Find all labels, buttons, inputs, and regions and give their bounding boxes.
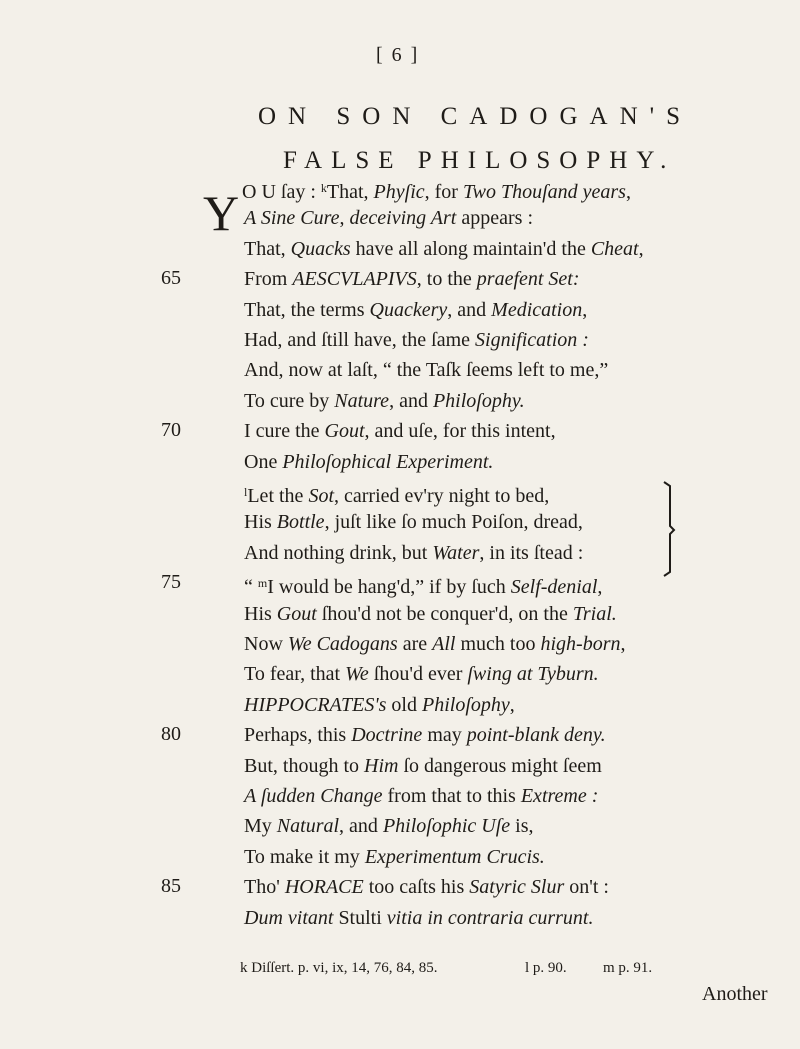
italic-text: Self-denial: [510, 576, 598, 599]
line-text: appears :: [456, 207, 534, 230]
italic-text: Philoſophic Uſe: [382, 815, 511, 838]
line-text: To cure by: [244, 389, 335, 412]
catchword: Another: [702, 983, 768, 1005]
line-text: ſo dangerous might ſeem: [398, 754, 602, 777]
italic-text: ſwing at Tyburn.: [467, 663, 599, 686]
triplet-brace: [662, 480, 678, 578]
line-text: is,: [510, 815, 534, 838]
poem-line: [244, 267, 580, 291]
poem-line: [244, 814, 533, 838]
poem-line: [244, 571, 602, 599]
line-text: Perhaps, this: [244, 724, 352, 747]
title-line-2: FALSE PHILOSOPHY.: [283, 147, 676, 174]
line-text: from that to this: [382, 785, 521, 807]
italic-text: Natural: [276, 815, 340, 838]
line-text: O U ſay :: [242, 181, 321, 203]
italic-text: Trial.: [572, 602, 617, 625]
italic-text: Quackery: [369, 298, 448, 321]
drop-cap: Y: [203, 185, 240, 241]
line-text: And, now at laſt, “ the Taſk ſeems left to me,”: [244, 359, 609, 382]
italic-text: Medication: [491, 298, 583, 321]
poem-line: [244, 358, 608, 382]
line-text: are: [397, 633, 433, 655]
poem-line: [244, 328, 589, 352]
italic-text: All: [432, 633, 456, 655]
line-text: That,: [326, 181, 374, 203]
line-text: And nothing drink, but: [244, 541, 433, 564]
italic-text: Experimentum Crucis.: [364, 845, 545, 868]
line-text: I cure the: [244, 420, 325, 443]
line-text: , and: [389, 389, 433, 412]
italic-text: Gout: [276, 602, 317, 625]
poem-line: [244, 632, 625, 656]
poem-line: [244, 875, 609, 899]
italic-text: deceiving Art: [349, 207, 457, 230]
italic-text: high-born: [540, 633, 621, 655]
italic-text: Bottle: [276, 511, 325, 534]
footnote-marker: m: [257, 576, 268, 591]
line-text: To fear, that: [244, 663, 346, 686]
line-number: 70: [161, 419, 181, 442]
italic-text: Quacks: [290, 237, 351, 260]
italic-text: Phyſic: [373, 181, 425, 203]
poem-line: [244, 906, 593, 930]
line-number: 85: [161, 875, 181, 898]
line-text: To make it my: [244, 845, 365, 868]
italic-text: Doctrine: [351, 724, 423, 747]
line-text: That, the terms: [244, 298, 370, 321]
line-text: ,: [509, 693, 515, 716]
italic-text: Sot: [308, 485, 334, 507]
italic-text: A Sine Cure: [244, 207, 340, 230]
line-text: My: [244, 815, 277, 838]
line-text: ,: [597, 576, 603, 599]
line-text: ,: [638, 237, 644, 260]
line-text: Tho': [244, 876, 285, 899]
line-text: much too: [455, 633, 541, 655]
italic-text: Two Thouſand years: [462, 181, 626, 203]
line-text: old: [386, 693, 422, 716]
footnote-marker: l: [244, 485, 248, 499]
line-text: I would be hang'd,” if by ſuch: [267, 576, 511, 599]
line-text: , and: [339, 815, 383, 838]
italic-text: Signification :: [475, 329, 589, 351]
line-text: on't :: [564, 876, 609, 899]
line-text: too caſts his: [363, 876, 470, 899]
line-text: , carried ev'ry night to bed,: [334, 485, 550, 507]
line-text: , for: [424, 181, 463, 203]
italic-text: Philoſophy.: [432, 389, 525, 412]
italic-text: Extreme :: [520, 785, 599, 807]
line-text: ,: [339, 207, 350, 230]
line-text: But, though to: [244, 754, 365, 777]
line-text: have all along maintain'd the: [350, 237, 591, 260]
italic-text: Gout: [324, 420, 365, 443]
poem-line: [244, 298, 587, 322]
poem-line: [244, 450, 493, 474]
italic-text: A ſudden Change: [244, 785, 383, 807]
italic-text: Philoſophy: [421, 693, 510, 716]
italic-text: praefent Set:: [476, 268, 580, 291]
line-text: His: [244, 602, 277, 625]
italic-text: Nature: [334, 389, 390, 412]
line-text: Stulti: [333, 906, 387, 929]
poem-line: [244, 754, 602, 778]
line-text: “: [244, 576, 258, 599]
poem-line: [244, 662, 599, 686]
poem-line: [244, 206, 533, 230]
line-text: His: [244, 511, 277, 534]
poem-line: [244, 237, 644, 261]
italic-text: We Cadogans: [287, 633, 398, 655]
poem-line: [244, 419, 556, 443]
line-text: ,: [625, 181, 631, 203]
line-number: 80: [161, 723, 181, 746]
italic-text: We: [345, 663, 369, 686]
line-text: One: [244, 450, 283, 473]
footnote-l: l p. 90.: [525, 960, 567, 976]
poem-line: [244, 693, 515, 717]
italic-text: Satyric Slur: [469, 876, 565, 899]
italic-text: vitia in contraria currunt.: [386, 906, 594, 929]
italic-text: Philoſophical Experiment.: [282, 450, 494, 473]
line-text: From: [244, 268, 293, 291]
line-text: , and: [447, 298, 492, 321]
line-text: Had, and ſtill have, the ſame: [244, 329, 476, 351]
footnote-m: m p. 91.: [603, 960, 653, 976]
line-text: may: [422, 724, 467, 747]
footnote-marker: k: [320, 181, 327, 195]
title-line-1: ON SON CADOGAN'S: [258, 103, 693, 130]
italic-text: Cheat: [590, 237, 639, 260]
line-text: ſhou'd ever: [368, 663, 468, 686]
poem-line: [244, 784, 598, 808]
footnote-k: k Diſſert. p. vi, ix, 14, 76, 84, 85.: [240, 960, 438, 976]
line-text: Now: [244, 633, 288, 655]
poem-line: [244, 723, 606, 747]
page-number: [ 6 ]: [376, 44, 420, 66]
line-text: , and uſe, for this intent,: [364, 420, 556, 443]
italic-text: Water: [432, 541, 480, 564]
poem-line: [244, 845, 545, 869]
italic-text: AESCVLAPIVS: [292, 268, 417, 291]
italic-text: Dum vitant: [244, 906, 334, 929]
poem-line: [244, 389, 525, 413]
line-number: 65: [161, 267, 181, 290]
italic-text: point-blank deny.: [466, 724, 606, 747]
line-text: , in its ſtead :: [479, 541, 584, 564]
poem-line: [244, 480, 549, 508]
line-text: Let the: [247, 485, 309, 507]
line-text: , juſt like ſo much Poiſon, dread,: [324, 511, 583, 534]
line-text: ,: [620, 633, 626, 655]
italic-text: HORACE: [284, 876, 364, 899]
poem-line: [242, 176, 631, 204]
poem-line: [244, 541, 583, 565]
line-text: , to the: [416, 268, 477, 291]
poem-line: [244, 602, 617, 626]
line-text: ſhou'd not be conquer'd, on the: [316, 602, 573, 625]
line-text: ,: [582, 298, 588, 321]
italic-text: HIPPOCRATES's: [244, 693, 387, 716]
poem-line: [244, 510, 583, 534]
italic-text: Him: [364, 754, 399, 777]
line-text: That,: [244, 237, 291, 260]
line-number: 75: [161, 571, 181, 594]
